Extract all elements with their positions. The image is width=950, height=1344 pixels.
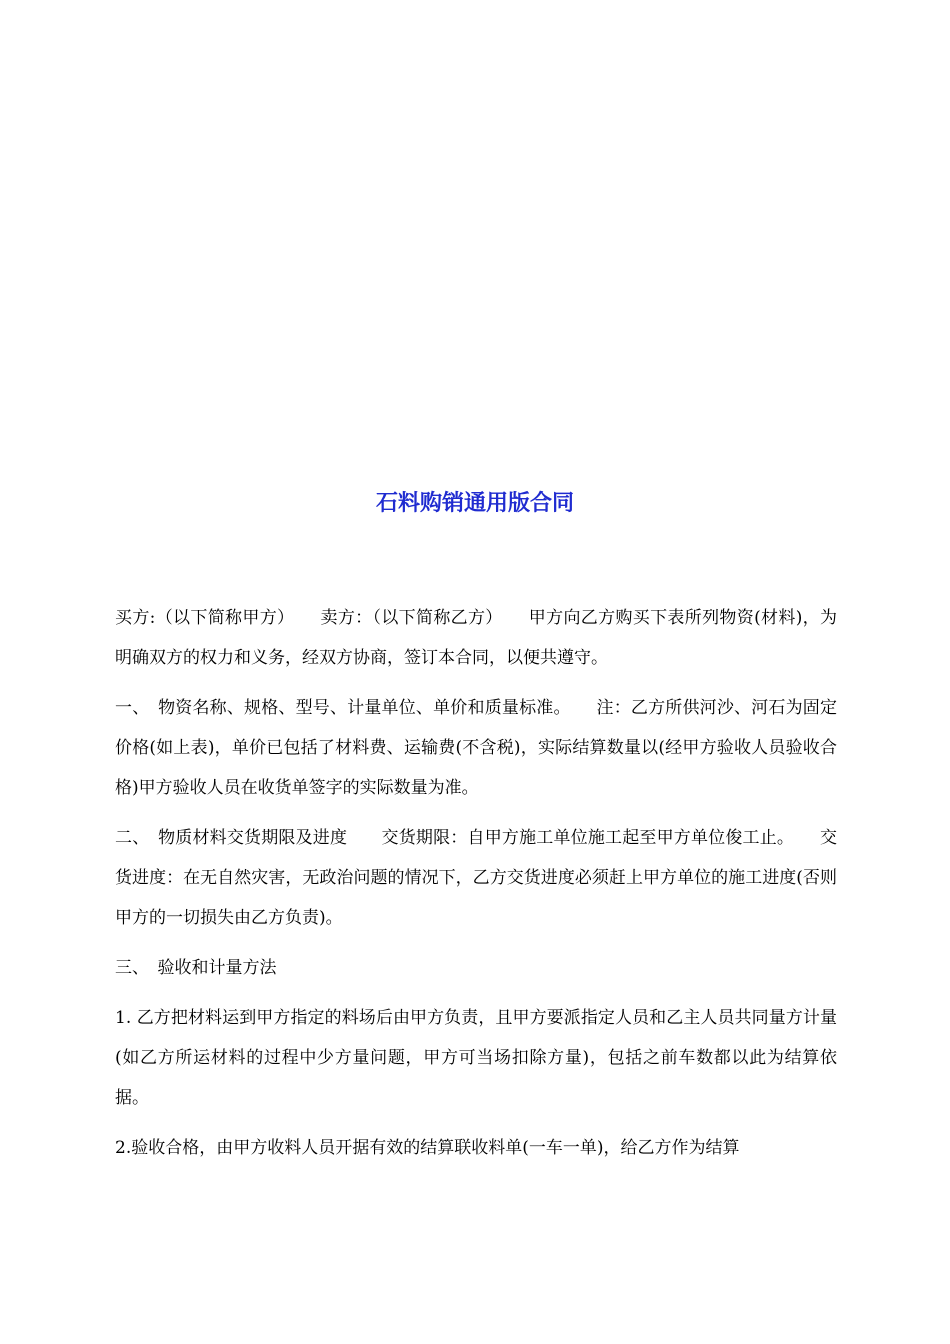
paragraph-section-3-heading: 三、 验收和计量方法 bbox=[115, 958, 277, 978]
paragraph-section-2: 二、 物质材料交货期限及进度 交货期限：自甲方施工单位施工起至甲方单位俊工止。 交货进度：在无自然灾害，无政治问题的情况下，乙方交货进度必须赶上甲方单位的施工进度(否则甲方的一切损失由乙方负责)。 bbox=[115, 828, 837, 928]
paragraph-section-1: 一、 物资名称、规格、型号、计量单位、单价和质量标准。 注：乙方所供河沙、河石为固定价格(如上表)，单价已包括了材料费、运输费(不含税)，实际结算数量以(经甲方验收人员验收合格)甲方验收人员在收货单签字的实际数量为准。 bbox=[115, 698, 837, 798]
paragraph-item-1: 1. 乙方把材料运到甲方指定的料场后由甲方负责，且甲方要派指定人员和乙主人员共同量方计量(如乙方所运材料的过程中少方量问题，甲方可当场扣除方量)，包括之前车数都以此为结算依据。 bbox=[115, 1008, 837, 1108]
document-title: 石料购销通用版合同 bbox=[375, 491, 574, 516]
paragraph-item-2: 2.验收合格，由甲方收料人员开据有效的结算联收料单(一车一单)，给乙方作为结算 bbox=[115, 1138, 740, 1158]
paragraph-parties: 买方:（以下简称甲方） 卖方：（以下简称乙方） 甲方向乙方购买下表所列物资(材料)，为明确双方的权力和义务，经双方协商，签订本合同，以便共遵守。 bbox=[115, 608, 837, 668]
document-body bbox=[115, 598, 837, 1178]
